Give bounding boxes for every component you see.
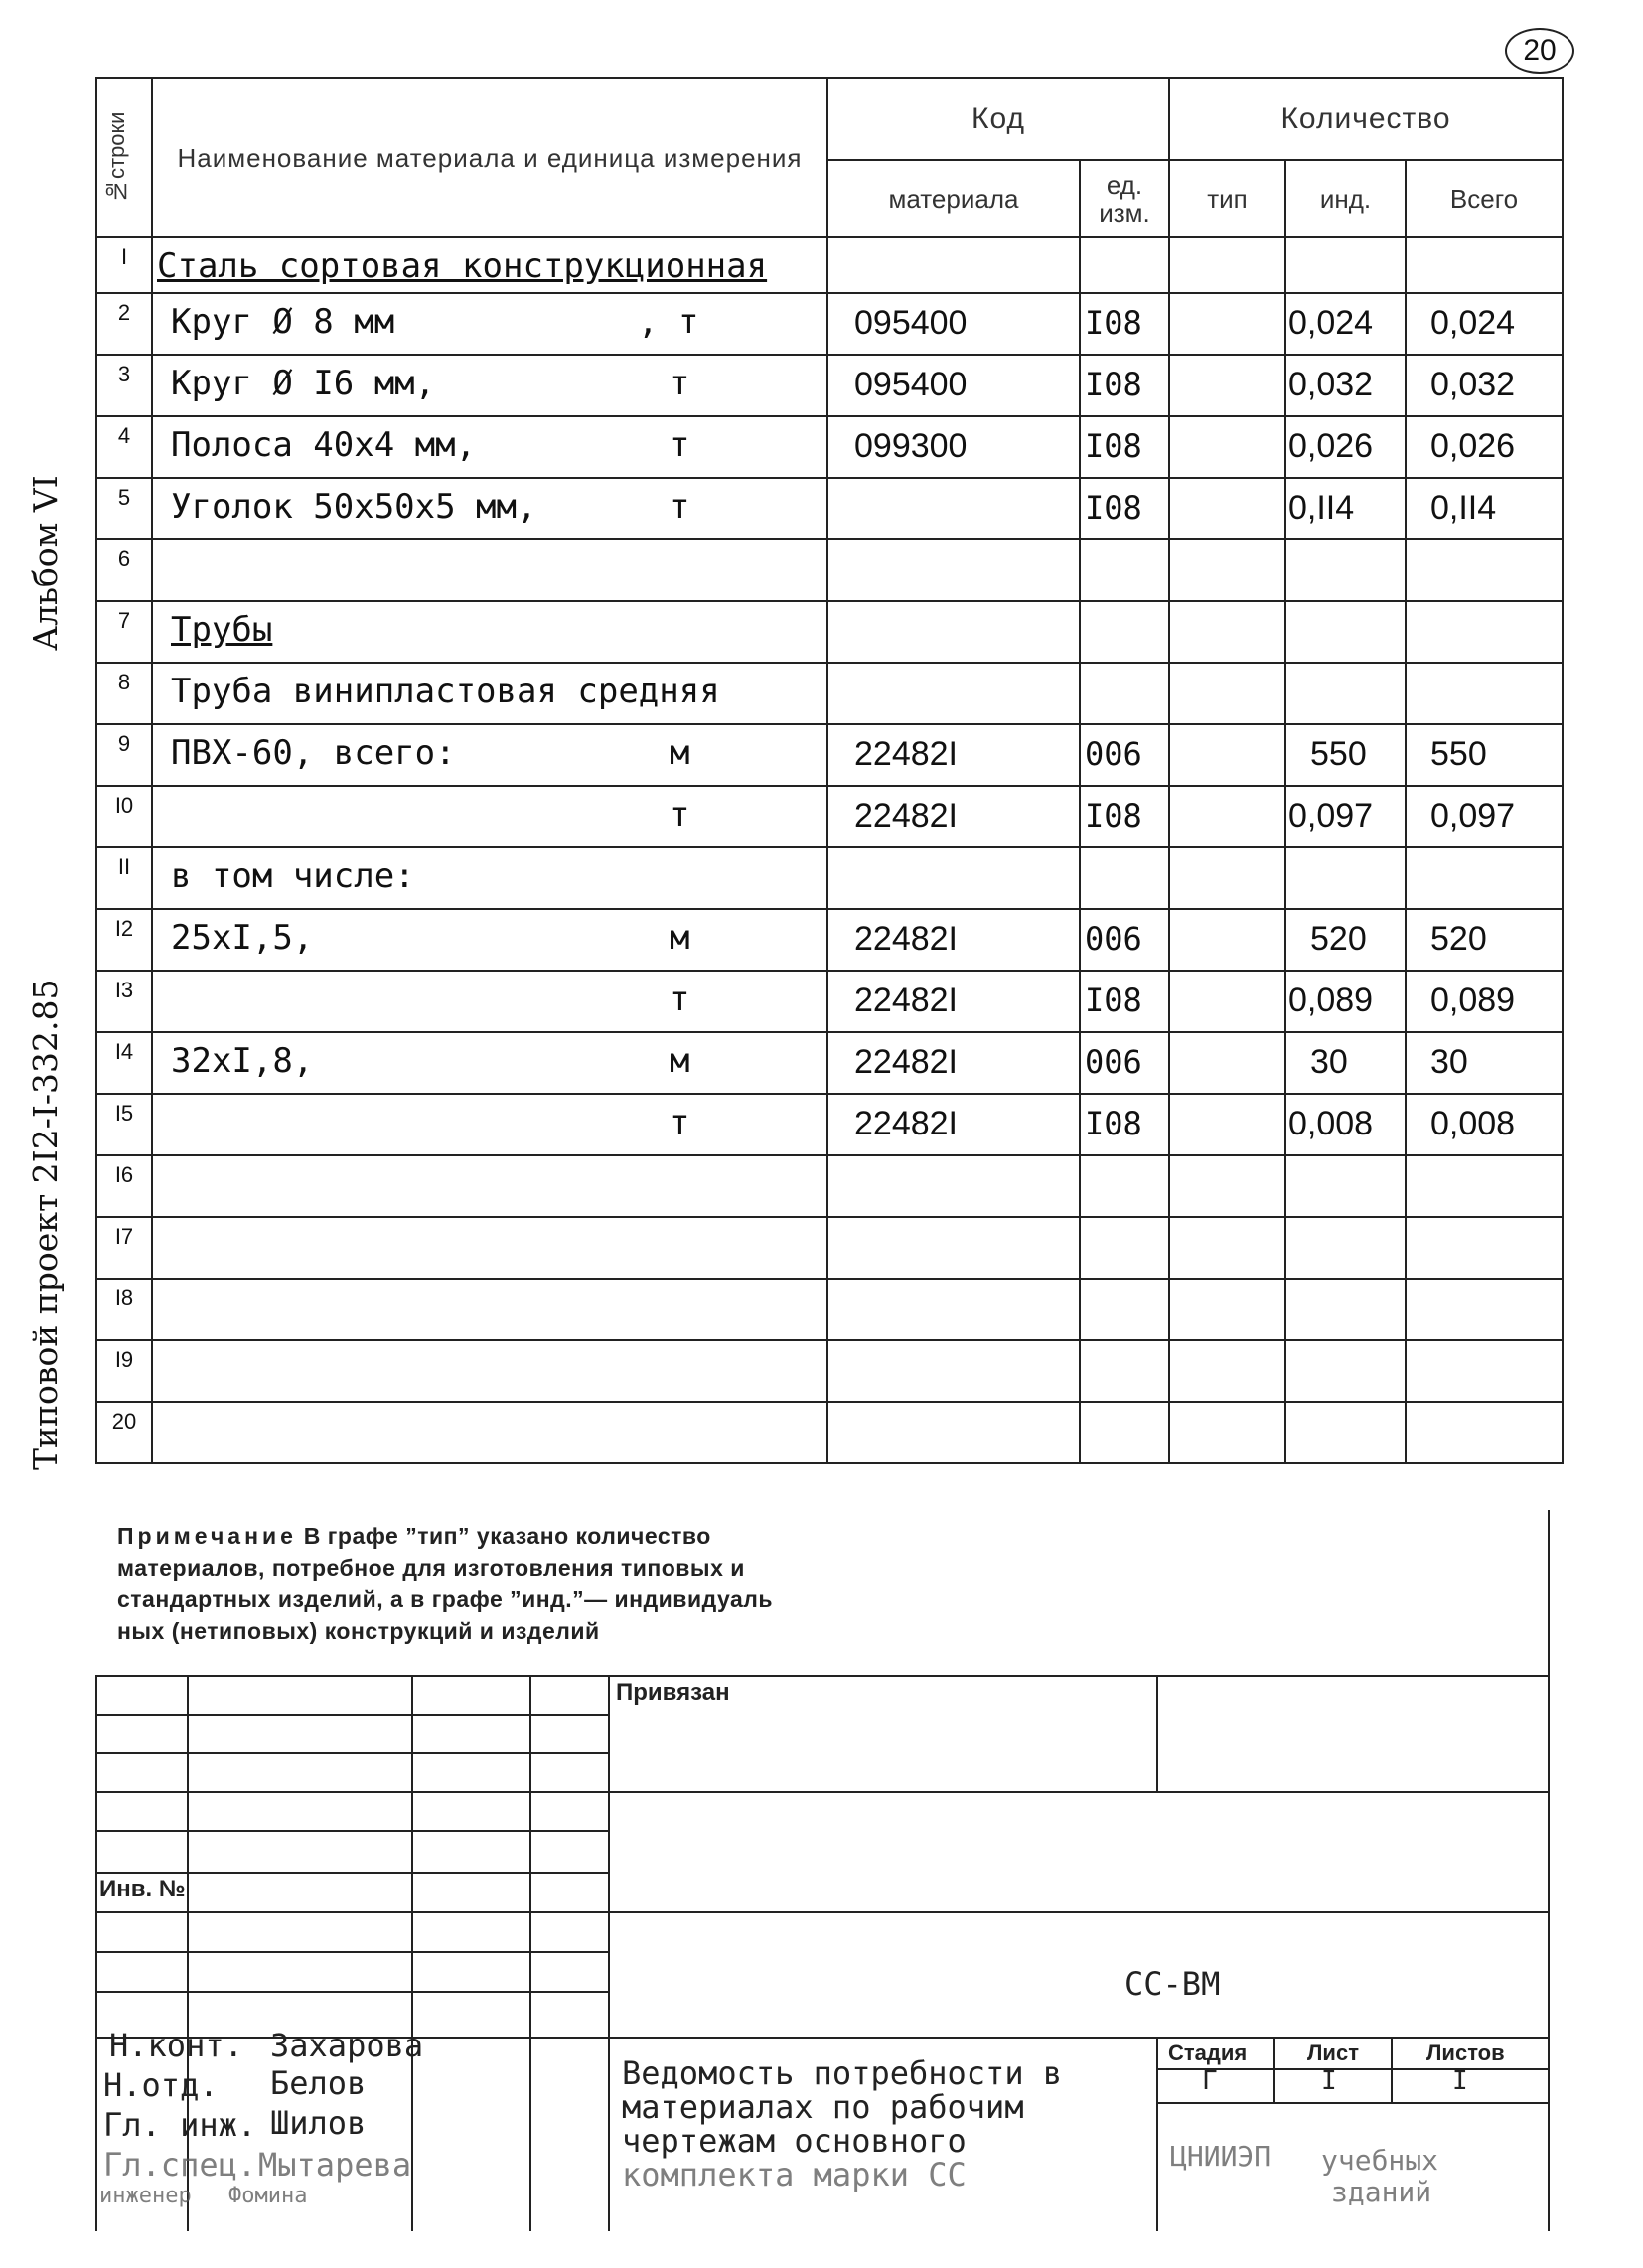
material-unit: , т (638, 302, 699, 342)
material-name-cell (152, 1094, 827, 1155)
doc-title-4: комплекта марки СС (622, 2156, 967, 2193)
qty-total-cell (1406, 416, 1563, 478)
qty-ind: 0,008 (1288, 1105, 1374, 1142)
qty-ind-cell (1285, 416, 1406, 478)
qty-ind-cell (1285, 1094, 1406, 1155)
qty-type-cell (1169, 847, 1285, 909)
material-name-cell (152, 237, 827, 293)
qty-ind-cell (1285, 601, 1406, 663)
material-name-cell (152, 539, 827, 601)
row-number: I5 (96, 1094, 152, 1155)
sign-name-1: Захарова (270, 2027, 424, 2064)
material-code-cell (827, 601, 1080, 663)
qty-total: 550 (1430, 735, 1487, 773)
materials-table (95, 77, 1564, 1464)
project-label: Типовой проект 2I2-I-332.85 (26, 979, 65, 1470)
attached-label: Привязан (616, 1679, 730, 1706)
material-name: Полоса 40х4 мм, (171, 425, 477, 465)
table-row (96, 1155, 1563, 1217)
qty-ind: 0,026 (1288, 427, 1374, 465)
unit-code-cell (1080, 1402, 1169, 1463)
qty-type-cell (1169, 293, 1285, 355)
sign-name-3: Шилов (270, 2104, 367, 2142)
qty-total-cell (1406, 539, 1563, 601)
qty-total-cell (1406, 1155, 1563, 1217)
header-material-name: Наименование материала и единица измерения (152, 78, 827, 237)
org-sub-1: учебных (1321, 2144, 1439, 2177)
qty-total-cell (1406, 1402, 1563, 1463)
row-number: I4 (96, 1032, 152, 1094)
doc-title-3: чертежам основного (622, 2122, 967, 2160)
material-unit: м (670, 733, 690, 773)
sheets-value: I (1452, 2066, 1468, 2096)
unit-code-cell (1080, 1032, 1169, 1094)
header-qty-total: Всего (1406, 160, 1563, 237)
material-code: 22482I (854, 1105, 958, 1142)
material-code-cell (827, 539, 1080, 601)
note-line-2: материалов, потребное для изготовления типовых и (117, 1555, 745, 1581)
qty-total-cell (1406, 847, 1563, 909)
unit-code-cell (1080, 237, 1169, 293)
table-row (96, 1217, 1563, 1279)
unit-code-cell (1080, 539, 1169, 601)
qty-type-cell (1169, 1217, 1285, 1279)
table-row (96, 786, 1563, 847)
unit-code-cell (1080, 1279, 1169, 1340)
material-name-cell (152, 1155, 827, 1217)
material-code: 22482I (854, 920, 958, 958)
note-line-4: ных (нетиповых) конструкций и изделий (117, 1618, 600, 1644)
material-code-cell (827, 355, 1080, 416)
note (117, 1520, 1508, 1647)
material-code: 22482I (854, 797, 958, 834)
material-unit: т (670, 487, 690, 527)
qty-total: 520 (1430, 920, 1487, 958)
qty-total-cell (1406, 1340, 1563, 1402)
material-name-cell (152, 1032, 827, 1094)
material-code-cell (827, 1094, 1080, 1155)
qty-ind: 0,024 (1288, 304, 1374, 342)
material-unit: м (670, 1041, 690, 1081)
material-unit: т (670, 425, 690, 465)
material-name-cell (152, 663, 827, 724)
row-number: II (96, 847, 152, 909)
unit-code-cell (1080, 355, 1169, 416)
row-number: I2 (96, 909, 152, 971)
header-quantity: Количество (1169, 78, 1563, 160)
qty-type-cell (1169, 1279, 1285, 1340)
sign-role-1: Н.конт. (109, 2027, 243, 2064)
row-number: I9 (96, 1340, 152, 1402)
unit-code-cell (1080, 293, 1169, 355)
qty-ind-cell (1285, 355, 1406, 416)
qty-ind: 550 (1310, 735, 1367, 773)
unit-code-cell (1080, 724, 1169, 786)
material-code: 095400 (854, 304, 968, 342)
qty-ind-cell (1285, 971, 1406, 1032)
header-qty-type: тип (1169, 160, 1285, 237)
material-name-cell (152, 601, 827, 663)
qty-total: 0,089 (1430, 982, 1516, 1019)
material-name: Круг Ø 8 мм (171, 302, 395, 342)
material-name: 32хI,8, (171, 1041, 314, 1081)
qty-ind-cell (1285, 1032, 1406, 1094)
qty-type-cell (1169, 724, 1285, 786)
table-row (96, 1094, 1563, 1155)
unit-code-cell (1080, 909, 1169, 971)
row-number: 9 (96, 724, 152, 786)
material-code-cell (827, 786, 1080, 847)
qty-type-cell (1169, 786, 1285, 847)
table-row (96, 601, 1563, 663)
doc-title-2: материалах по рабочим (622, 2088, 1024, 2126)
unit-code-cell (1080, 1217, 1169, 1279)
qty-ind: 30 (1310, 1043, 1348, 1081)
material-name-cell (152, 1279, 827, 1340)
doc-title-1: Ведомость потребности в (622, 2054, 1063, 2092)
qty-ind-cell (1285, 847, 1406, 909)
qty-total-cell (1406, 1032, 1563, 1094)
qty-type-cell (1169, 909, 1285, 971)
qty-total-cell (1406, 909, 1563, 971)
table-row (96, 1032, 1563, 1094)
material-name: 25хI,5, (171, 918, 314, 958)
qty-type-cell (1169, 355, 1285, 416)
qty-type-cell (1169, 1032, 1285, 1094)
material-code-cell (827, 1340, 1080, 1402)
material-name-cell (152, 909, 827, 971)
material-code: 099300 (854, 427, 968, 465)
qty-ind-cell (1285, 1340, 1406, 1402)
row-number: 3 (96, 355, 152, 416)
qty-total-cell (1406, 355, 1563, 416)
qty-type-cell (1169, 1155, 1285, 1217)
row-number: I3 (96, 971, 152, 1032)
qty-type-cell (1169, 1094, 1285, 1155)
material-code-cell (827, 724, 1080, 786)
unit-code: 006 (1085, 1043, 1142, 1081)
table-row (96, 1279, 1563, 1340)
material-name-cell (152, 847, 827, 909)
material-name: Круг Ø I6 мм, (171, 364, 436, 403)
material-unit: м (670, 918, 690, 958)
qty-total-cell (1406, 1094, 1563, 1155)
table-row (96, 1402, 1563, 1463)
header-row-number: №строки (96, 78, 152, 237)
unit-code: I08 (1085, 427, 1142, 465)
qty-total-cell (1406, 237, 1563, 293)
row-number: 8 (96, 663, 152, 724)
unit-code: I08 (1085, 797, 1142, 834)
qty-type-cell (1169, 971, 1285, 1032)
qty-ind-cell (1285, 909, 1406, 971)
sheet-label: Лист (1307, 2041, 1359, 2065)
material-code: 22482I (854, 982, 958, 1019)
header-qty-ind: инд. (1285, 160, 1406, 237)
material-name-cell (152, 416, 827, 478)
stage-value: Г (1202, 2066, 1218, 2096)
table-row (96, 847, 1563, 909)
qty-total-cell (1406, 293, 1563, 355)
material-code-cell (827, 478, 1080, 539)
qty-ind-cell (1285, 293, 1406, 355)
material-code-cell (827, 1402, 1080, 1463)
material-code-cell (827, 1279, 1080, 1340)
header-code: Код (827, 78, 1169, 160)
page-number: 20 (1505, 28, 1574, 74)
unit-code-cell (1080, 847, 1169, 909)
sign-name-5: Фомина (228, 2184, 308, 2208)
qty-total: 0,008 (1430, 1105, 1516, 1142)
table-row (96, 663, 1563, 724)
qty-total: 0,026 (1430, 427, 1516, 465)
note-lead: Примечание (117, 1523, 297, 1549)
unit-code: I08 (1085, 489, 1142, 527)
sign-role-4: Гл.спец. (103, 2146, 257, 2184)
material-code-cell (827, 416, 1080, 478)
qty-ind-cell (1285, 539, 1406, 601)
material-unit: т (670, 364, 690, 403)
unit-code-cell (1080, 971, 1169, 1032)
material-name: ПВХ-60, всего: (171, 733, 456, 773)
material-code-cell (827, 847, 1080, 909)
qty-ind-cell (1285, 724, 1406, 786)
material-code: 095400 (854, 366, 968, 403)
table-row (96, 539, 1563, 601)
qty-ind-cell (1285, 786, 1406, 847)
qty-total-cell (1406, 971, 1563, 1032)
qty-type-cell (1169, 416, 1285, 478)
sheets-label: Листов (1426, 2041, 1505, 2065)
material-code-cell (827, 293, 1080, 355)
org-name: ЦНИИЭП (1170, 2140, 1271, 2173)
material-name: Сталь сортовая конструкционная (157, 246, 768, 286)
table-row (96, 909, 1563, 971)
material-name-cell (152, 724, 827, 786)
row-number: 5 (96, 478, 152, 539)
qty-total-cell (1406, 663, 1563, 724)
sign-role-3: Гл. инж. (103, 2106, 257, 2144)
table-row (96, 237, 1563, 293)
row-number: 4 (96, 416, 152, 478)
qty-ind-cell (1285, 1402, 1406, 1463)
material-code-cell (827, 1155, 1080, 1217)
qty-total: 0,097 (1430, 797, 1516, 834)
table-row (96, 1340, 1563, 1402)
header-code-material: материала (827, 160, 1080, 237)
material-code-cell (827, 237, 1080, 293)
qty-type-cell (1169, 601, 1285, 663)
row-number: 2 (96, 293, 152, 355)
material-name-cell (152, 355, 827, 416)
qty-ind: 0,089 (1288, 982, 1374, 1019)
qty-ind: 0,II4 (1288, 489, 1355, 527)
qty-total: 0,032 (1430, 366, 1516, 403)
row-number: I0 (96, 786, 152, 847)
unit-code-cell (1080, 416, 1169, 478)
unit-code: 006 (1085, 735, 1142, 773)
material-unit: т (670, 980, 690, 1019)
material-name-cell (152, 1340, 827, 1402)
qty-ind-cell (1285, 1279, 1406, 1340)
unit-code: I08 (1085, 304, 1142, 342)
row-number: I6 (96, 1155, 152, 1217)
material-name-cell (152, 1217, 827, 1279)
qty-type-cell (1169, 478, 1285, 539)
qty-type-cell (1169, 1402, 1285, 1463)
qty-total-cell (1406, 786, 1563, 847)
material-code-cell (827, 1032, 1080, 1094)
note-line-3: стандартных изделий, а в графе ”инд.”— индивидуаль (117, 1587, 773, 1612)
material-name-cell (152, 293, 827, 355)
sign-role-5: инженер (99, 2184, 192, 2208)
unit-code-cell (1080, 663, 1169, 724)
qty-ind-cell (1285, 237, 1406, 293)
table-row (96, 724, 1563, 786)
table-row (96, 355, 1563, 416)
org-sub-2: зданий (1331, 2176, 1432, 2208)
sheet-value: I (1321, 2066, 1337, 2096)
qty-ind-cell (1285, 663, 1406, 724)
unit-code-cell (1080, 1340, 1169, 1402)
sign-name-4: Мытарева (258, 2146, 412, 2184)
material-code: 22482I (854, 1043, 958, 1081)
unit-code-cell (1080, 786, 1169, 847)
qty-total-cell (1406, 724, 1563, 786)
material-code-cell (827, 663, 1080, 724)
row-number: I8 (96, 1279, 152, 1340)
qty-ind-cell (1285, 1217, 1406, 1279)
sign-role-2: Н.отд. (103, 2066, 219, 2104)
material-name: Труба винипластовая средняя (171, 672, 720, 711)
material-unit: т (670, 1103, 690, 1142)
material-name: в том числе: (171, 856, 415, 896)
qty-type-cell (1169, 663, 1285, 724)
table-row (96, 293, 1563, 355)
material-name-cell (152, 971, 827, 1032)
material-name-cell (152, 478, 827, 539)
note-line-1: В графе ”тип” указано количество (296, 1523, 711, 1549)
material-code-cell (827, 971, 1080, 1032)
unit-code: I08 (1085, 982, 1142, 1019)
qty-ind-cell (1285, 478, 1406, 539)
qty-total-cell (1406, 478, 1563, 539)
material-code-cell (827, 1217, 1080, 1279)
row-number: 6 (96, 539, 152, 601)
material-name: Уголок 50х50х5 мм, (171, 487, 537, 527)
qty-ind: 0,097 (1288, 797, 1374, 834)
unit-code: 006 (1085, 920, 1142, 958)
qty-total-cell (1406, 1279, 1563, 1340)
unit-code-cell (1080, 1094, 1169, 1155)
qty-total: 0,024 (1430, 304, 1516, 342)
row-number: I7 (96, 1217, 152, 1279)
row-number: I (96, 237, 152, 293)
table-row (96, 416, 1563, 478)
row-number: 20 (96, 1402, 152, 1463)
row-number: 7 (96, 601, 152, 663)
qty-ind: 520 (1310, 920, 1367, 958)
table-row (96, 478, 1563, 539)
unit-code-cell (1080, 1155, 1169, 1217)
qty-total-cell (1406, 1217, 1563, 1279)
qty-total-cell (1406, 601, 1563, 663)
unit-code-cell (1080, 478, 1169, 539)
inv-no-label: Инв. № (99, 1876, 186, 1902)
material-name-cell (152, 1402, 827, 1463)
qty-type-cell (1169, 1340, 1285, 1402)
qty-ind: 0,032 (1288, 366, 1374, 403)
doc-code: СС-ВМ (1124, 1965, 1221, 2003)
qty-total: 0,II4 (1430, 489, 1497, 527)
material-unit: т (670, 795, 690, 834)
material-name-cell (152, 786, 827, 847)
qty-type-cell (1169, 539, 1285, 601)
material-code-cell (827, 909, 1080, 971)
qty-type-cell (1169, 237, 1285, 293)
unit-code: I08 (1085, 1105, 1142, 1142)
album-label: Альбом VI (26, 475, 65, 651)
stage-label: Стадия (1168, 2041, 1248, 2065)
material-code: 22482I (854, 735, 958, 773)
unit-code-cell (1080, 601, 1169, 663)
unit-code: I08 (1085, 366, 1142, 403)
table-row (96, 971, 1563, 1032)
material-name: Трубы (171, 610, 273, 650)
qty-total: 30 (1430, 1043, 1468, 1081)
sign-name-2: Белов (270, 2064, 367, 2102)
header-code-unit: ед. изм. (1080, 160, 1169, 237)
qty-ind-cell (1285, 1155, 1406, 1217)
